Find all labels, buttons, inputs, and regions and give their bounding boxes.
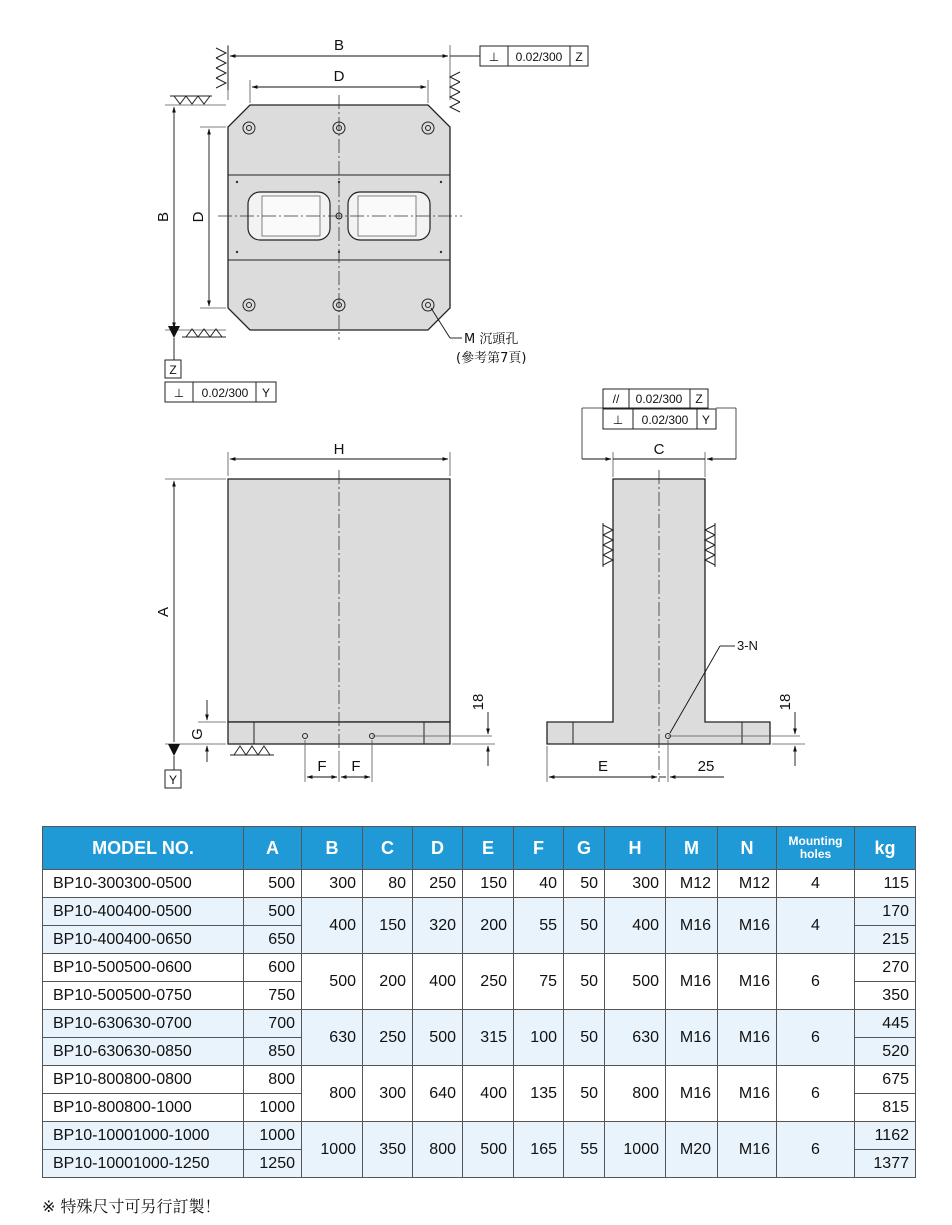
table-cell: 500: [463, 1122, 514, 1178]
table-cell: 50: [564, 1066, 605, 1122]
table-cell: 630: [302, 1010, 363, 1066]
m-callout-line2: (參考第7頁): [456, 351, 527, 366]
table-cell: 6: [777, 1066, 855, 1122]
table-cell: BP10-10001000-1250: [43, 1150, 244, 1178]
table-cell: 6: [777, 1010, 855, 1066]
table-cell: 250: [463, 954, 514, 1010]
header-cell: B: [302, 827, 363, 870]
table-cell: 320: [413, 898, 463, 954]
table-cell: 4: [777, 870, 855, 898]
table-cell: 55: [514, 898, 564, 954]
svg-text://: //: [612, 392, 620, 406]
dim-c: C: [653, 441, 665, 458]
table-cell: 300: [302, 870, 363, 898]
dim-e: E: [597, 758, 609, 775]
table-cell: 50: [564, 954, 605, 1010]
table-row: [43, 1066, 916, 1094]
svg-text:⊥: ⊥: [173, 386, 185, 400]
svg-text:0.02/300: 0.02/300: [641, 413, 689, 427]
tolerance-frame-perp-side: [603, 409, 716, 429]
table-cell: BP10-10001000-1000: [43, 1122, 244, 1150]
header-cell: Mounting holes: [777, 827, 855, 870]
table-cell: 350: [363, 1122, 413, 1178]
dim-b-top: B: [333, 37, 345, 54]
svg-text:Z: Z: [575, 50, 583, 64]
table-cell: 150: [463, 870, 514, 898]
dim-g: G: [189, 728, 206, 740]
table-cell: 1000: [244, 1122, 302, 1150]
datum-y-label: Y: [168, 773, 178, 787]
table-cell: BP10-800800-0800: [43, 1066, 244, 1094]
table-cell: 500: [605, 954, 666, 1010]
table-cell: 1000: [605, 1122, 666, 1178]
dim-d-top: D: [333, 68, 345, 85]
table-cell: 445: [855, 1010, 916, 1038]
header-cell: G: [564, 827, 605, 870]
table-cell: 800: [302, 1066, 363, 1122]
table-cell: 40: [514, 870, 564, 898]
table-cell: M16: [718, 1010, 777, 1066]
n-callout: 3-N: [737, 638, 758, 653]
table-cell: M16: [718, 1122, 777, 1178]
top-view: [155, 37, 588, 402]
table-cell: 55: [564, 1122, 605, 1178]
table-cell: 640: [413, 1066, 463, 1122]
table-cell: 135: [514, 1066, 564, 1122]
table-cell: M16: [718, 954, 777, 1010]
table-cell: 50: [564, 898, 605, 954]
header-cell: H: [605, 827, 666, 870]
dim-b-left: B: [155, 211, 172, 223]
table-cell: 400: [605, 898, 666, 954]
table-cell: 675: [855, 1066, 916, 1094]
tolerance-frame-parallel: [603, 389, 708, 408]
table-cell: 200: [363, 954, 413, 1010]
table-cell: 200: [463, 898, 514, 954]
table-cell: 170: [855, 898, 916, 926]
header-cell: A: [244, 827, 302, 870]
table-header: [43, 827, 916, 870]
table-cell: 4: [777, 898, 855, 954]
table-cell: 75: [514, 954, 564, 1010]
dim-18-front: 18: [470, 693, 487, 711]
table-cell: M16: [666, 954, 718, 1010]
table-cell: 800: [605, 1066, 666, 1122]
table-cell: 6: [777, 1122, 855, 1178]
svg-text:⊥: ⊥: [612, 413, 624, 427]
side-profile: [547, 479, 770, 744]
table-cell: BP10-400400-0500: [43, 898, 244, 926]
table-cell: BP10-400400-0650: [43, 926, 244, 954]
table-cell: 270: [855, 954, 916, 982]
table-cell: 750: [244, 982, 302, 1010]
front-view: [155, 441, 495, 788]
spec-table: [42, 826, 916, 1178]
header-cell: MODEL NO.: [43, 827, 244, 870]
table-cell: 100: [514, 1010, 564, 1066]
table-cell: BP10-300300-0500: [43, 870, 244, 898]
table-cell: M12: [718, 870, 777, 898]
table-cell: BP10-800800-1000: [43, 1094, 244, 1122]
table-cell: 1250: [244, 1150, 302, 1178]
header-cell: D: [413, 827, 463, 870]
dim-25: 25: [697, 758, 715, 775]
table-cell: BP10-500500-0750: [43, 982, 244, 1010]
header-cell: kg: [855, 827, 916, 870]
table-cell: 800: [413, 1122, 463, 1178]
table-cell: 250: [363, 1010, 413, 1066]
table-cell: 600: [244, 954, 302, 982]
table-cell: 6: [777, 954, 855, 1010]
table-cell: M20: [666, 1122, 718, 1178]
table-cell: 165: [514, 1122, 564, 1178]
table-cell: 1377: [855, 1150, 916, 1178]
table-row: [43, 870, 916, 898]
table-cell: 630: [605, 1010, 666, 1066]
svg-text:0.02/300: 0.02/300: [201, 386, 249, 400]
footnote: ※ 特殊尺寸可另行訂製！: [42, 1197, 221, 1216]
dim-f-left: F: [317, 758, 327, 775]
table-row: [43, 898, 916, 926]
header-cell: C: [363, 827, 413, 870]
svg-text:⊥: ⊥: [488, 50, 500, 64]
table-cell: M16: [666, 1010, 718, 1066]
table-cell: 500: [244, 898, 302, 926]
header-cell: F: [514, 827, 564, 870]
tolerance-frame-top: [450, 46, 588, 66]
tolerance-frame-left: [165, 382, 276, 402]
table-cell: 215: [855, 926, 916, 954]
table-cell: 50: [564, 870, 605, 898]
table-cell: 850: [244, 1038, 302, 1066]
table-cell: 520: [855, 1038, 916, 1066]
datum-z-label: Z: [169, 363, 177, 377]
dim-18-side: 18: [777, 693, 794, 711]
table-cell: BP10-630630-0850: [43, 1038, 244, 1066]
table-cell: 150: [363, 898, 413, 954]
table-cell: 1162: [855, 1122, 916, 1150]
table-cell: 300: [363, 1066, 413, 1122]
table-cell: BP10-500500-0600: [43, 954, 244, 982]
svg-text:Y: Y: [261, 386, 271, 400]
table-cell: BP10-630630-0700: [43, 1010, 244, 1038]
table-cell: 800: [244, 1066, 302, 1094]
table-cell: 1000: [302, 1122, 363, 1178]
dim-d-left: D: [190, 211, 207, 223]
m-callout-line1: M 沉頭孔: [464, 332, 519, 347]
table-cell: 400: [463, 1066, 514, 1122]
table-cell: 815: [855, 1094, 916, 1122]
table-cell: 400: [413, 954, 463, 1010]
dim-a: A: [155, 606, 172, 618]
table-row: [43, 954, 916, 982]
header-cell: N: [718, 827, 777, 870]
table-cell: 300: [605, 870, 666, 898]
table-cell: 500: [244, 870, 302, 898]
table-cell: M12: [666, 870, 718, 898]
table-cell: 500: [302, 954, 363, 1010]
table-cell: 80: [363, 870, 413, 898]
table-cell: M16: [666, 898, 718, 954]
svg-text:Z: Z: [695, 392, 703, 406]
table-cell: M16: [718, 898, 777, 954]
svg-text:0.02/300: 0.02/300: [515, 50, 563, 64]
table-row: [43, 1010, 916, 1038]
table-cell: M16: [666, 1066, 718, 1122]
table-row: [43, 1122, 916, 1150]
table-cell: 1000: [244, 1094, 302, 1122]
dim-h: H: [333, 441, 345, 458]
table-cell: 400: [302, 898, 363, 954]
dim-f-right: F: [351, 758, 361, 775]
table-cell: 50: [564, 1010, 605, 1066]
svg-text:0.02/300: 0.02/300: [635, 392, 683, 406]
table-cell: 500: [413, 1010, 463, 1066]
table-cell: 650: [244, 926, 302, 954]
table-cell: 700: [244, 1010, 302, 1038]
table-cell: 350: [855, 982, 916, 1010]
header-cell: E: [463, 827, 514, 870]
table-cell: M16: [718, 1066, 777, 1122]
table-cell: 250: [413, 870, 463, 898]
table-cell: 115: [855, 870, 916, 898]
svg-text:Y: Y: [701, 413, 711, 427]
side-view: [547, 389, 805, 782]
table-cell: 315: [463, 1010, 514, 1066]
header-cell: M: [666, 827, 718, 870]
